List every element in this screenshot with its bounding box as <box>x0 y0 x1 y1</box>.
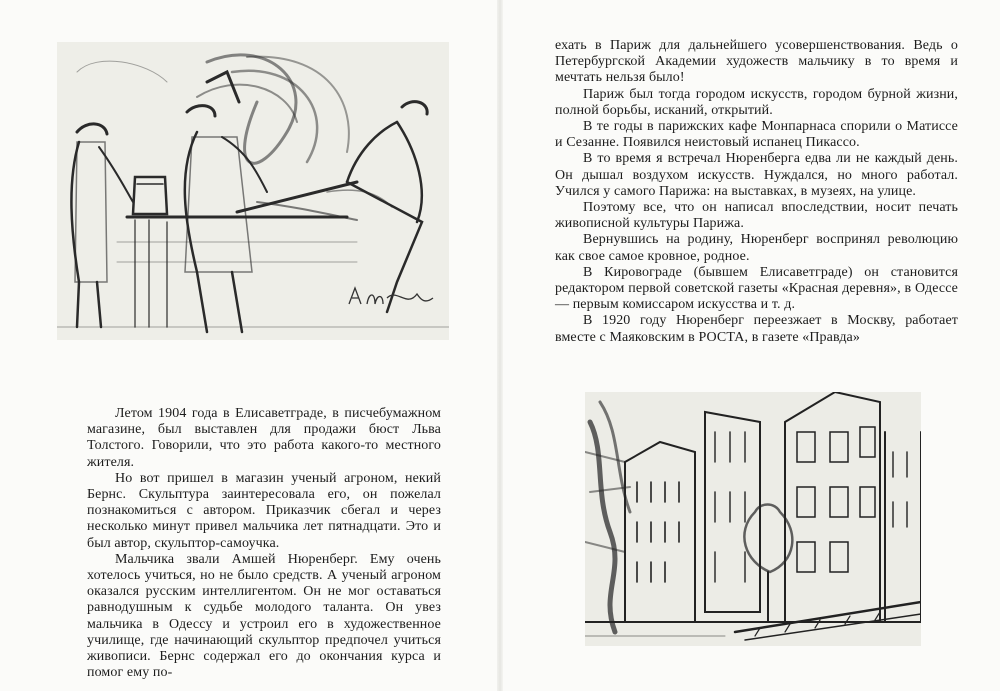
sketch-street-buildings-icon <box>585 392 921 646</box>
paragraph: Поэтому все, что он написал впоследствии, носит печать живописной культуры Парижа. <box>555 200 958 232</box>
paragraph: Мальчика звали Амшей Нюренберг. Ему очень хотелось учиться, но не было средств. А ученый агроном оказался русским интеллигентом. Он не мог оставаться равнодушным к судьбе молодого таланта. Он увез мальчика в Одессу и устроил его в художественное училище, где начинающий скульптор предпочел учиться живописи. Бернс содержал его до окончания курса и помог ему по- <box>87 551 441 681</box>
paragraph: Вернувшись на родину, Нюренберг воспринял революцию как свое самое кровное, родное. <box>555 232 958 264</box>
left-page-text <box>87 406 441 681</box>
sketch-street-illustration <box>585 392 921 646</box>
paragraph: В те годы в парижских кафе Монпарнаса спорили о Матиссе и Сезанне. Появился неистовый испанец Пикассо. <box>555 119 958 151</box>
paragraph-continuation: ехать в Париж для дальнейшего усовершенствования. Ведь о Петербургской Академии художеств мальчику в то время и мечтать нельзя было! <box>555 38 958 86</box>
paragraph: В то время я встречал Нюренберга едва ли не каждый день. Он дышал воздухом искусств. Нуждался, но много работал. Учился у самого Парижа: на выставках, в музеях, на улице. <box>555 151 958 199</box>
paragraph: Летом 1904 года в Елисаветграде, в писчебумажном магазине, был выставлен для продажи бюст Льва Толстого. Говорили, что это работа какого-то местного жителя. <box>87 406 441 470</box>
paragraph: В Кировограде (бывшем Елисаветграде) он становится редактором первой советской газеты «Красная деревня», в Одессе — первым комиссаром искусства и т. д. <box>555 264 958 313</box>
paragraph: Но вот пришел в магазин ученый агроном, некий Бернс. Скульптура заинтересовала его, он пожелал познакомиться с автором. Приказчик сбегал и через несколько минут привел мальчика лет пятнадцати. Это и был автор, скульптор-самоучка. <box>87 470 441 551</box>
right-page-text <box>555 38 958 346</box>
book-gutter <box>497 0 503 691</box>
sketch-workers-illustration <box>57 42 449 340</box>
paragraph: В 1920 году Нюренберг переезжает в Москву, работает вместе с Маяковским в РОСТА, в газете «Правда» <box>555 313 958 345</box>
sketch-workers-icon <box>57 42 449 340</box>
paragraph: Париж был тогда городом искусств, городом бурной жизни, полной борьбы, исканий, открытий. <box>555 86 958 118</box>
